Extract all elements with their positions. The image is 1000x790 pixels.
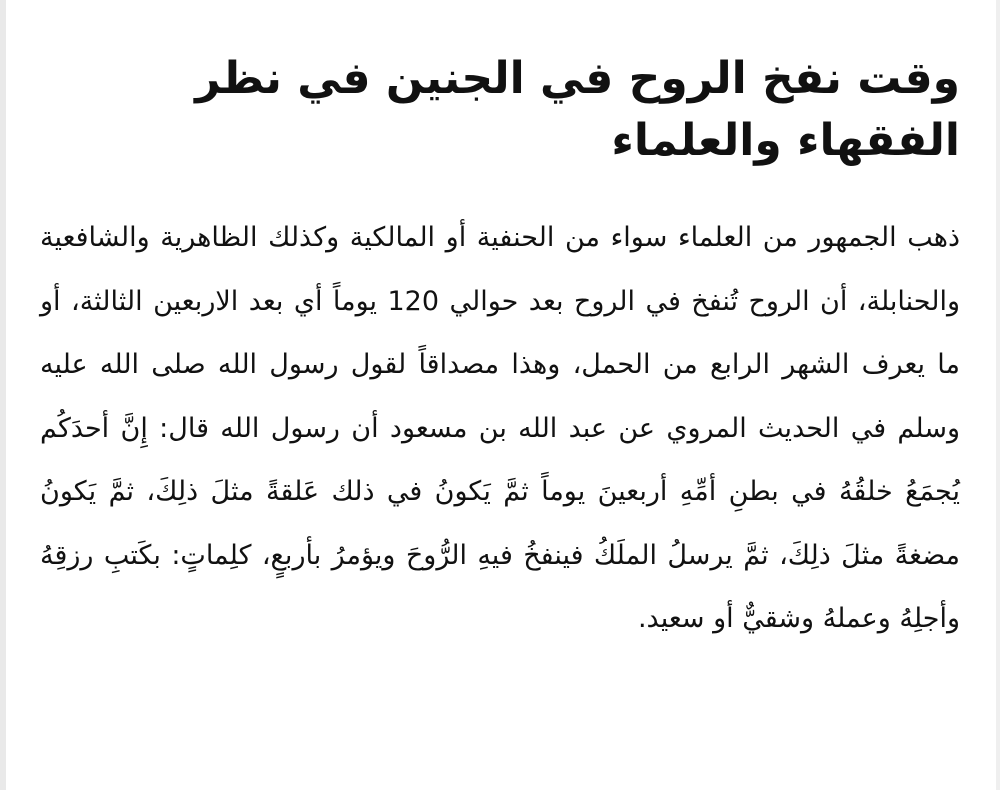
- article: [40, 48, 960, 651]
- left-page-edge: [0, 0, 6, 790]
- right-page-edge: [996, 0, 1000, 790]
- article-title: وقت نفخ الروح في الجنين في نظر الفقهاء والعلماء: [195, 53, 960, 166]
- article-body: ذهب الجمهور من العلماء سواء من الحنفية أو المالكية وكذلك الظاهرية والشافعية والحنابلة، أن الروح تُنفخ في الروح بعد حوالي 120 يوماً أي بعد الاربعين الثالثة، أو ما يعرف الشهر الرابع من الحمل، وهذا مصداقاً لقول رسول الله صلى الله عليه وسلم في الحديث المروي عن عبد الله بن مسعود أن رسول الله قال: إِنَّ أحدَكُم يُجمَعُ خلقُهُ في بطنِ أمِّهِ أربعينَ يوماً ثمَّ يَكونُ في ذلك عَلقةً مثلَ ذلِكَ، ثمَّ يَكونُ مضغةً مثلَ ذلِكَ، ثمَّ يرسلُ الملَكُ فينفخُ فيهِ الرُّوحَ ويؤمرُ بأربعٍ، كلِماتٍ: بكَتبِ رزقِهُ وأجلِهُ وعملهُ وشقيٌّ أو سعيد.: [40, 222, 960, 634]
